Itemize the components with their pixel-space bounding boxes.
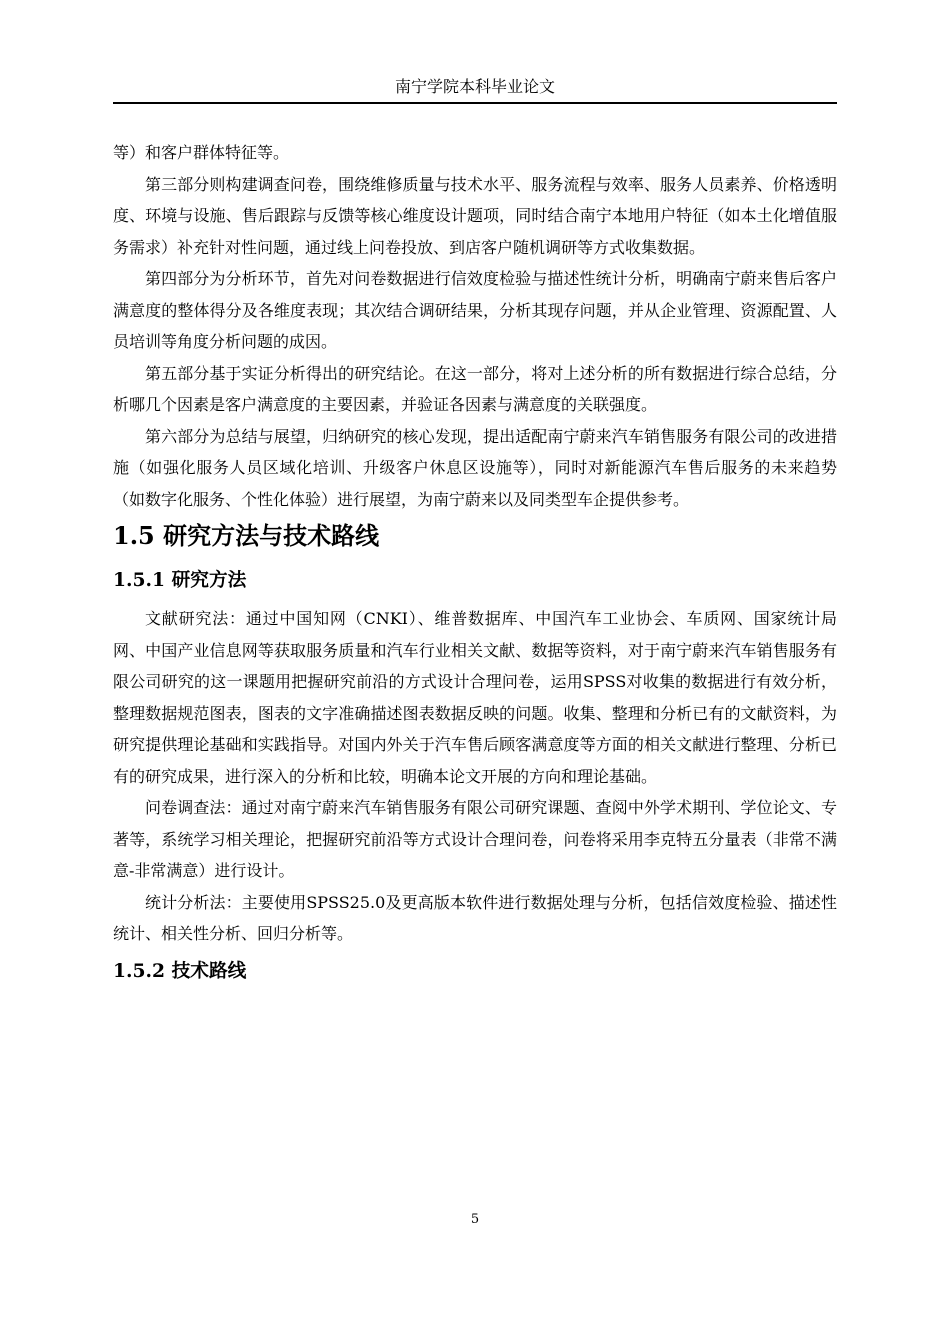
paragraph-part-three: 第三部分则构建调查问卷，围绕维修质量与技术水平、服务流程与效率、服务人员素养、价格透明度、环境与设施、售后跟踪与反馈等核心维度设计题项，同时结合南宁本地用户特征（如本土化增值服务需求）补充针对性问题，通过线上问卷投放、到店客户随机调研等方式收集数据。 — [113, 174, 837, 257]
section-heading-1-5: 1.5 研究方法与技术路线 — [113, 521, 380, 550]
paragraph-statistics-method: 统计分析法：主要使用SPSS25.0及更高版本软件进行数据处理与分析，包括信效度检验、描述性统计、相关性分析、回归分析等。 — [113, 892, 837, 943]
paragraph-part-six: 第六部分为总结与展望，归纳研究的核心发现，提出适配南宁蔚来汽车销售服务有限公司的改进措施（如强化服务人员区域化培训、升级客户休息区设施等），同时对新能源汽车售后服务的未来趋势（如数字化服务、个性化体验）进行展望，为南宁蔚来以及同类型车企提供参考。 — [113, 426, 837, 509]
document-body — [113, 137, 837, 994]
header-rule — [113, 102, 837, 104]
subsection-heading-1-5-2: 1.5.2 技术路线 — [113, 959, 247, 982]
page-number: 5 — [470, 1212, 480, 1227]
paragraph-survey-method: 问卷调查法：通过对南宁蔚来汽车销售服务有限公司研究课题、查阅中外学术期刊、学位论文、专著等，系统学习相关理论，把握研究前沿等方式设计合理问卷，问卷将采用李克特五分量表（非常不满意-非常满意）进行设计。 — [113, 798, 837, 880]
paragraph-part-five: 第五部分基于实证分析得出的研究结论。在这一部分，将对上述分析的所有数据进行综合总结，分析哪几个因素是客户满意度的主要因素，并验证各因素与满意度的关联强度。 — [113, 363, 837, 414]
subsection-heading-1-5-1: 1.5.1 研究方法 — [113, 569, 247, 591]
paragraph-continuation: 等）和客户群体特征等。 — [113, 143, 290, 162]
paragraph-literature-method: 文献研究法：通过中国知网（CNKI）、维普数据库、中国汽车工业协会、车质网、国家统计局网、中国产业信息网等获取服务质量和汽车行业相关文献、数据等资料，对于南宁蔚来汽车销售服务有限公司研究的这一课题用把握研究前沿的方式设计合理问卷，运用SPSS对收集的数据进行有效分析，整理数据规范图表，图表的文字准确描述图表数据反映的问题。收集、整理和分析已有的文献资料，为研究提供理论基础和实践指导。对国内外关于汽车售后顾客满意度等方面的相关文献进行整理、分析已有的研究成果，进行深入的分析和比较，明确本论文开展的方向和理论基础。 — [113, 609, 837, 786]
running-header: 南宁学院本科毕业论文 — [394, 77, 555, 96]
paragraph-part-four: 第四部分为分析环节，首先对问卷数据进行信效度检验与描述性统计分析，明确南宁蔚来售后客户满意度的整体得分及各维度表现；其次结合调研结果，分析其现存问题，并从企业管理、资源配置、人员培训等角度分析问题的成因。 — [113, 269, 837, 351]
